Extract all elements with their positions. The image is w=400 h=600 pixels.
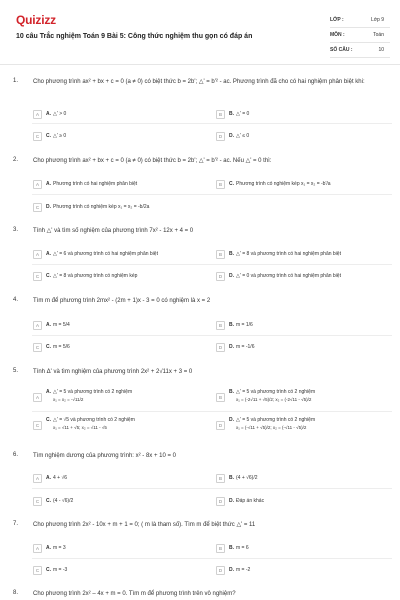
option-text: 4 + √6	[53, 475, 68, 481]
option-letter-box: B	[216, 250, 225, 259]
option-label: B.	[229, 322, 234, 328]
option-divider	[32, 194, 392, 195]
option-label: B.	[229, 545, 234, 551]
option-text: △' = 5 và phương trình có 2 nghiệm	[236, 417, 316, 423]
option-letter-box: B	[216, 110, 225, 119]
option-text: m = 6	[236, 545, 249, 551]
option-text: Phương trình có nghiệm kép x₁ = x₂ = -b/2a	[53, 204, 150, 210]
option-text: △' = 0	[236, 111, 250, 117]
question-text: Cho phương trình 2x² – 4x + m = 0. Tìm m để phương trình trên vô nghiệm?	[33, 591, 236, 597]
option-divider	[32, 123, 392, 124]
option-text: △' = 0 và phương trình có hai nghiệm phân biệt	[236, 273, 341, 279]
meta-value: Toán	[373, 32, 384, 38]
option-c[interactable]	[33, 130, 66, 142]
question-number: 3.	[13, 227, 19, 233]
option-label: A.	[46, 251, 51, 257]
option-label: B.	[229, 475, 234, 481]
option-a[interactable]	[33, 178, 137, 190]
option-label: D.	[46, 204, 51, 210]
option-label: D.	[229, 344, 234, 350]
question-text: Cho phương trình 2x² - 10x + m + 1 = 0; ( m là tham số). Tìm m để biệt thức △' = 11	[33, 522, 256, 528]
option-label: C.	[229, 181, 234, 187]
meta-label: SỐ CÂU :	[330, 47, 353, 53]
option-text: △' = 8 và phương trình có hai nghiệm phân biệt	[236, 251, 341, 257]
option-c[interactable]	[33, 495, 73, 507]
option-letter-box: B	[216, 544, 225, 553]
question-text: Cho phương trình ax² + bx + c = 0 (a ≠ 0) có biệt thức b = 2b'; △' = b'² - ac. Phương trình đã cho có hai nghiệm phân biệt khi:	[33, 79, 365, 85]
option-d[interactable]	[216, 495, 264, 507]
option-text: m = -2	[236, 567, 251, 573]
option-letter-box: C	[33, 497, 42, 506]
option-text: △' = √5 và phương trình có 2 nghiệm	[53, 417, 135, 423]
option-c[interactable]	[33, 341, 70, 353]
option-letter-box: C	[33, 421, 42, 430]
question-text: Tìm m để phương trình 2mx² - (2m + 1)x - 3 = 0 có nghiệm là x = 2	[33, 298, 211, 304]
option-c[interactable]	[33, 564, 67, 576]
option-label: A.	[46, 475, 51, 481]
option-text: m = 1/6	[236, 322, 253, 328]
option-text: (4 + √6)/2	[236, 475, 258, 481]
option-text: Phương trình có hai nghiệm phân biệt	[53, 181, 138, 187]
option-text: m = -1/6	[236, 344, 255, 350]
option-label: D.	[229, 273, 234, 279]
option-divider	[32, 335, 392, 336]
option-label: A.	[46, 545, 51, 551]
option-text: △' ≥ 0	[53, 133, 67, 139]
option-letter-box: D	[216, 343, 225, 352]
option-divider	[32, 558, 392, 559]
option-d[interactable]	[216, 564, 250, 576]
option-label: C.	[46, 498, 51, 504]
option-formula: x₁ = (-√11 + √5)/2; x₂ = (-√11 - √5)/2	[236, 425, 307, 430]
question-number: 7.	[13, 521, 19, 527]
meta-value: Lớp 9	[370, 17, 384, 23]
option-c[interactable]	[33, 417, 135, 435]
option-a[interactable]	[33, 108, 66, 120]
option-letter-box: C	[33, 343, 42, 352]
option-text: △' > 0	[53, 111, 67, 117]
option-b[interactable]	[216, 248, 341, 260]
question-number: 4.	[13, 297, 19, 303]
question-text: Tính Δ' và tìm nghiệm của phương trình 2x² + 2√11x + 3 = 0	[33, 369, 193, 375]
header-divider	[0, 64, 400, 65]
option-text: △' = 5 và phương trình có 2 nghiệm	[236, 389, 316, 395]
option-b[interactable]	[216, 319, 253, 331]
question-text: Tìm nghiệm dương của phương trình: x² - 8x + 10 = 0	[33, 453, 176, 459]
option-letter-box: B	[216, 474, 225, 483]
option-label: D.	[229, 417, 234, 423]
option-text: (4 - √6)/2	[53, 498, 74, 504]
question-number: 2.	[13, 157, 19, 163]
option-label: C.	[46, 344, 51, 350]
option-c[interactable]	[33, 201, 149, 213]
option-formula: x₁ = (-2√11 + √5)/2; x₂ = (-2√11 - √5)/2	[236, 397, 312, 402]
option-d[interactable]	[216, 341, 254, 353]
meta-label: LỚP :	[330, 17, 344, 23]
option-d[interactable]	[216, 130, 249, 142]
option-text: △' = 8 và phương trình có nghiệm kép	[53, 273, 138, 279]
meta-panel	[330, 13, 390, 58]
option-text: m = -3	[53, 567, 68, 573]
option-text: m = 5/6	[53, 344, 70, 350]
option-letter-box: A	[33, 474, 42, 483]
meta-value: 10	[378, 47, 384, 53]
option-label: B.	[229, 111, 234, 117]
option-letter-box: A	[33, 110, 42, 119]
option-letter-box: B	[216, 393, 225, 402]
meta-row-subject	[330, 28, 390, 43]
question-text: Cho phương trình ax² + bx + c = 0 (a ≠ 0) có biệt thức b = 2b'; △' = b'² - ac. Nếu △' = 0 thì:	[33, 158, 272, 164]
option-divider	[32, 411, 392, 412]
option-letter-box: A	[33, 250, 42, 259]
meta-row-count	[330, 43, 390, 58]
option-letter-box: D	[216, 566, 225, 575]
option-letter-box: C	[33, 132, 42, 141]
option-label: A.	[46, 389, 51, 395]
question-text: Tính △' và tìm số nghiệm của phương trình 7x² - 12x + 4 = 0	[33, 228, 194, 234]
option-label: A.	[46, 181, 51, 187]
option-letter-box: A	[33, 393, 42, 402]
option-letter-box: A	[33, 321, 42, 330]
option-label: A.	[46, 111, 51, 117]
option-d[interactable]	[216, 417, 315, 435]
option-text: Phương trình có nghiệm kép x₁ = x₂ = -b'/a	[236, 181, 331, 187]
option-formula: x₁ = x₂ = -√11/2	[53, 397, 84, 402]
option-label: C.	[46, 417, 51, 423]
meta-row-grade	[330, 13, 390, 28]
option-letter-box: C	[33, 272, 42, 281]
option-letter-box: B	[216, 180, 225, 189]
option-letter-box: B	[216, 321, 225, 330]
option-label: B.	[229, 251, 234, 257]
option-a[interactable]	[33, 542, 66, 554]
option-c[interactable]	[33, 270, 137, 282]
option-label: C.	[46, 567, 51, 573]
option-label: D.	[229, 567, 234, 573]
option-b[interactable]	[216, 542, 249, 554]
option-formula: x₁ = √11 + √5; x₂ = √11 - √5	[53, 425, 107, 430]
option-letter-box: D	[216, 272, 225, 281]
question-number: 6.	[13, 452, 19, 458]
option-divider	[32, 264, 392, 265]
option-a[interactable]	[33, 389, 132, 407]
option-text: m = 5/4	[53, 322, 70, 328]
option-letter-box: C	[33, 203, 42, 212]
question-number: 1.	[13, 78, 19, 84]
option-divider	[32, 488, 392, 489]
option-text: △' = 6 và phương trình có hai nghiệm phân biệt	[53, 251, 158, 257]
option-letter-box: D	[216, 132, 225, 141]
question-number: 8.	[13, 590, 19, 596]
quizizz-logo: Quizizz	[16, 13, 56, 27]
option-letter-box: C	[33, 566, 42, 575]
option-label: A.	[46, 322, 51, 328]
option-text: Đáp án khác	[236, 498, 265, 504]
option-text: △' ≤ 0	[236, 133, 250, 139]
option-letter-box: A	[33, 180, 42, 189]
page-title: 10 câu Trắc nghiệm Toán 9 Bài 5: Công thức nghiệm thu gọn có đáp án	[16, 33, 253, 40]
option-letter-box: D	[216, 497, 225, 506]
option-b[interactable]	[216, 472, 258, 484]
option-text: m = 3	[53, 545, 66, 551]
option-label: C.	[46, 133, 51, 139]
worksheet-header	[0, 0, 400, 64]
option-label: C.	[46, 273, 51, 279]
option-d[interactable]	[216, 270, 341, 282]
question-number: 5.	[13, 368, 19, 374]
option-b[interactable]	[216, 389, 315, 407]
option-a[interactable]	[33, 248, 158, 260]
option-b[interactable]	[216, 108, 249, 120]
option-letter-box: D	[216, 421, 225, 430]
option-label: D.	[229, 133, 234, 139]
option-a[interactable]	[33, 472, 67, 484]
option-letter-box: A	[33, 544, 42, 553]
option-label: D.	[229, 498, 234, 504]
meta-label: MÔN :	[330, 32, 345, 38]
option-text: △' = 5 và phương trình có 2 nghiệm	[53, 389, 133, 395]
option-label: B.	[229, 389, 234, 395]
option-b[interactable]	[216, 178, 331, 190]
option-a[interactable]	[33, 319, 70, 331]
